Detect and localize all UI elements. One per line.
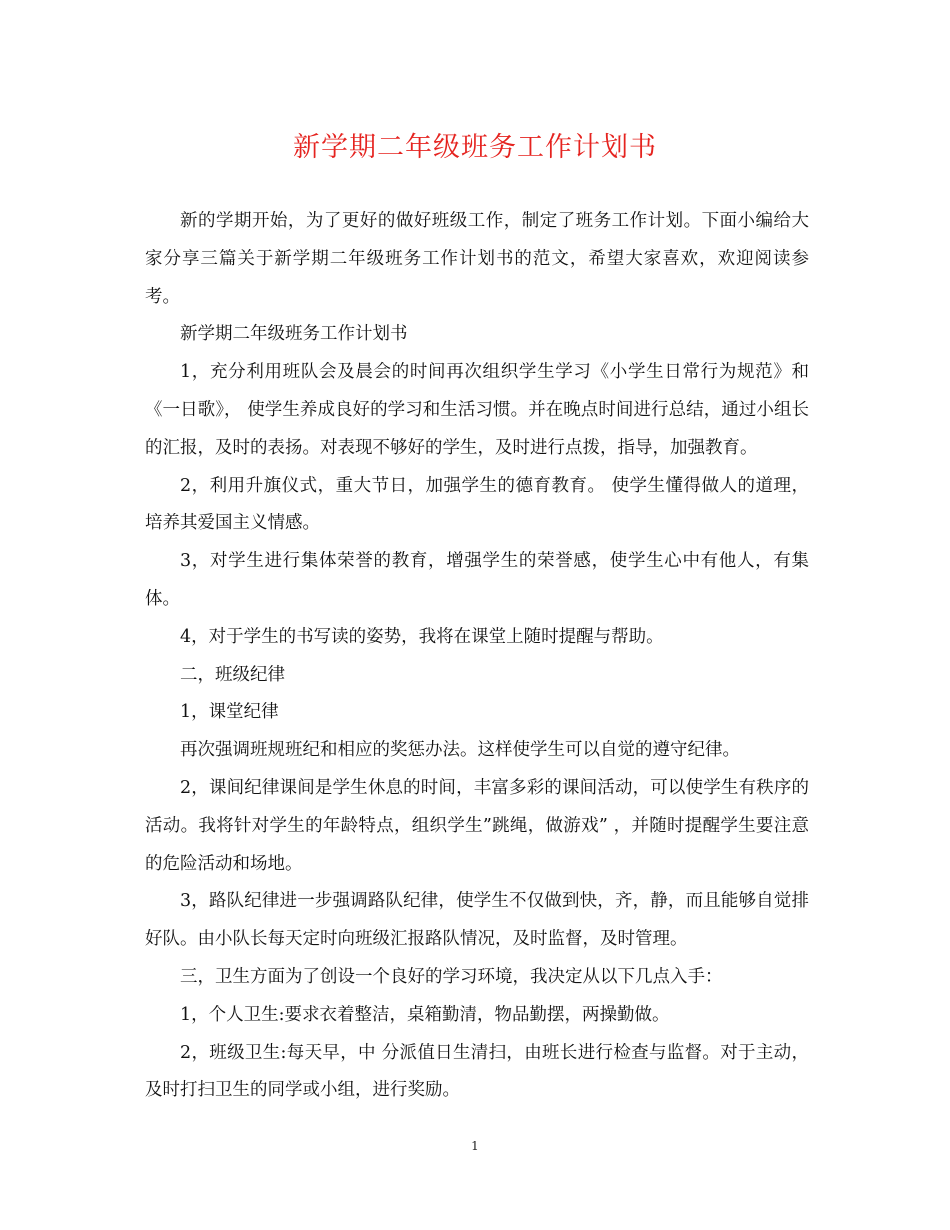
section-heading-discipline: 二，班级纪律 <box>180 664 285 685</box>
subsection-classroom-discipline: 1，课堂纪律 <box>180 702 279 723</box>
paragraph-queue-discipline: 3，路队纪律进一步强调路队纪律，使学生不仅做到快，齐，静，而且能够自觉排好队。由小队长每天定时向班级汇报路队情况，及时监督，及时管理。 <box>145 891 809 950</box>
page-number: 1 <box>471 1139 479 1153</box>
section-heading-hygiene: 三，卫生方面为了创设一个良好的学习环境，我决定从以下几点入手： <box>180 966 723 987</box>
paragraph-personal-hygiene: 1，个人卫生:要求衣着整洁，桌箱勤清，物品勤摆，两操勤做。 <box>180 1004 670 1025</box>
paragraph-intro: 新的学期开始，为了更好的做好班级工作，制定了班务工作计划。下面小编给大家分享三篇关于新学期二年级班务工作计划书的范文，希望大家喜欢，欢迎阅读参考。 <box>145 211 809 307</box>
document-title: 新学期二年级班务工作计划书 <box>293 132 657 163</box>
paragraph-item-3: 3，对学生进行集体荣誉的教育，增强学生的荣誉感，使学生心中有他人，有集体。 <box>145 551 809 609</box>
document-body <box>145 203 809 1110</box>
paragraph-classroom-rules: 再次强调班规班纪和相应的奖惩办法。这样使学生可以自觉的遵守纪律。 <box>180 740 740 761</box>
paragraph-subtitle: 新学期二年级班务工作计划书 <box>180 324 408 345</box>
paragraph-item-1: 1，充分利用班队会及晨会的时间再次组织学生学习《小学生日常行为规范》和《一日歌》， 使学生养成良好的学习和生活习惯。并在晚点时间进行总结，通过小组长的汇报，及时的表扬。对表现不够好的学生，及时进行点拨，指导，加强教育。 <box>145 362 809 458</box>
paragraph-class-hygiene: 2，班级卫生:每天早，中 分派值日生清扫，由班长进行检查与监督。对于主动，及时打扫卫生的同学或小组，进行奖励。 <box>145 1042 809 1101</box>
paragraph-item-4: 4，对于学生的书写读的姿势，我将在课堂上随时提醒与帮助。 <box>180 626 664 647</box>
paragraph-break-discipline: 2，课间纪律课间是学生休息的时间，丰富多彩的课间活动，可以使学生有秩序的活动。我将针对学生的年龄特点，组织学生”跳绳，做游戏” ，并随时提醒学生要注意的危险活动和场地。 <box>145 777 809 874</box>
paragraph-item-2: 2，利用升旗仪式，重大节日，加强学生的德育教育。 使学生懂得做人的道理，培养其爱国主义情感。 <box>145 475 809 534</box>
